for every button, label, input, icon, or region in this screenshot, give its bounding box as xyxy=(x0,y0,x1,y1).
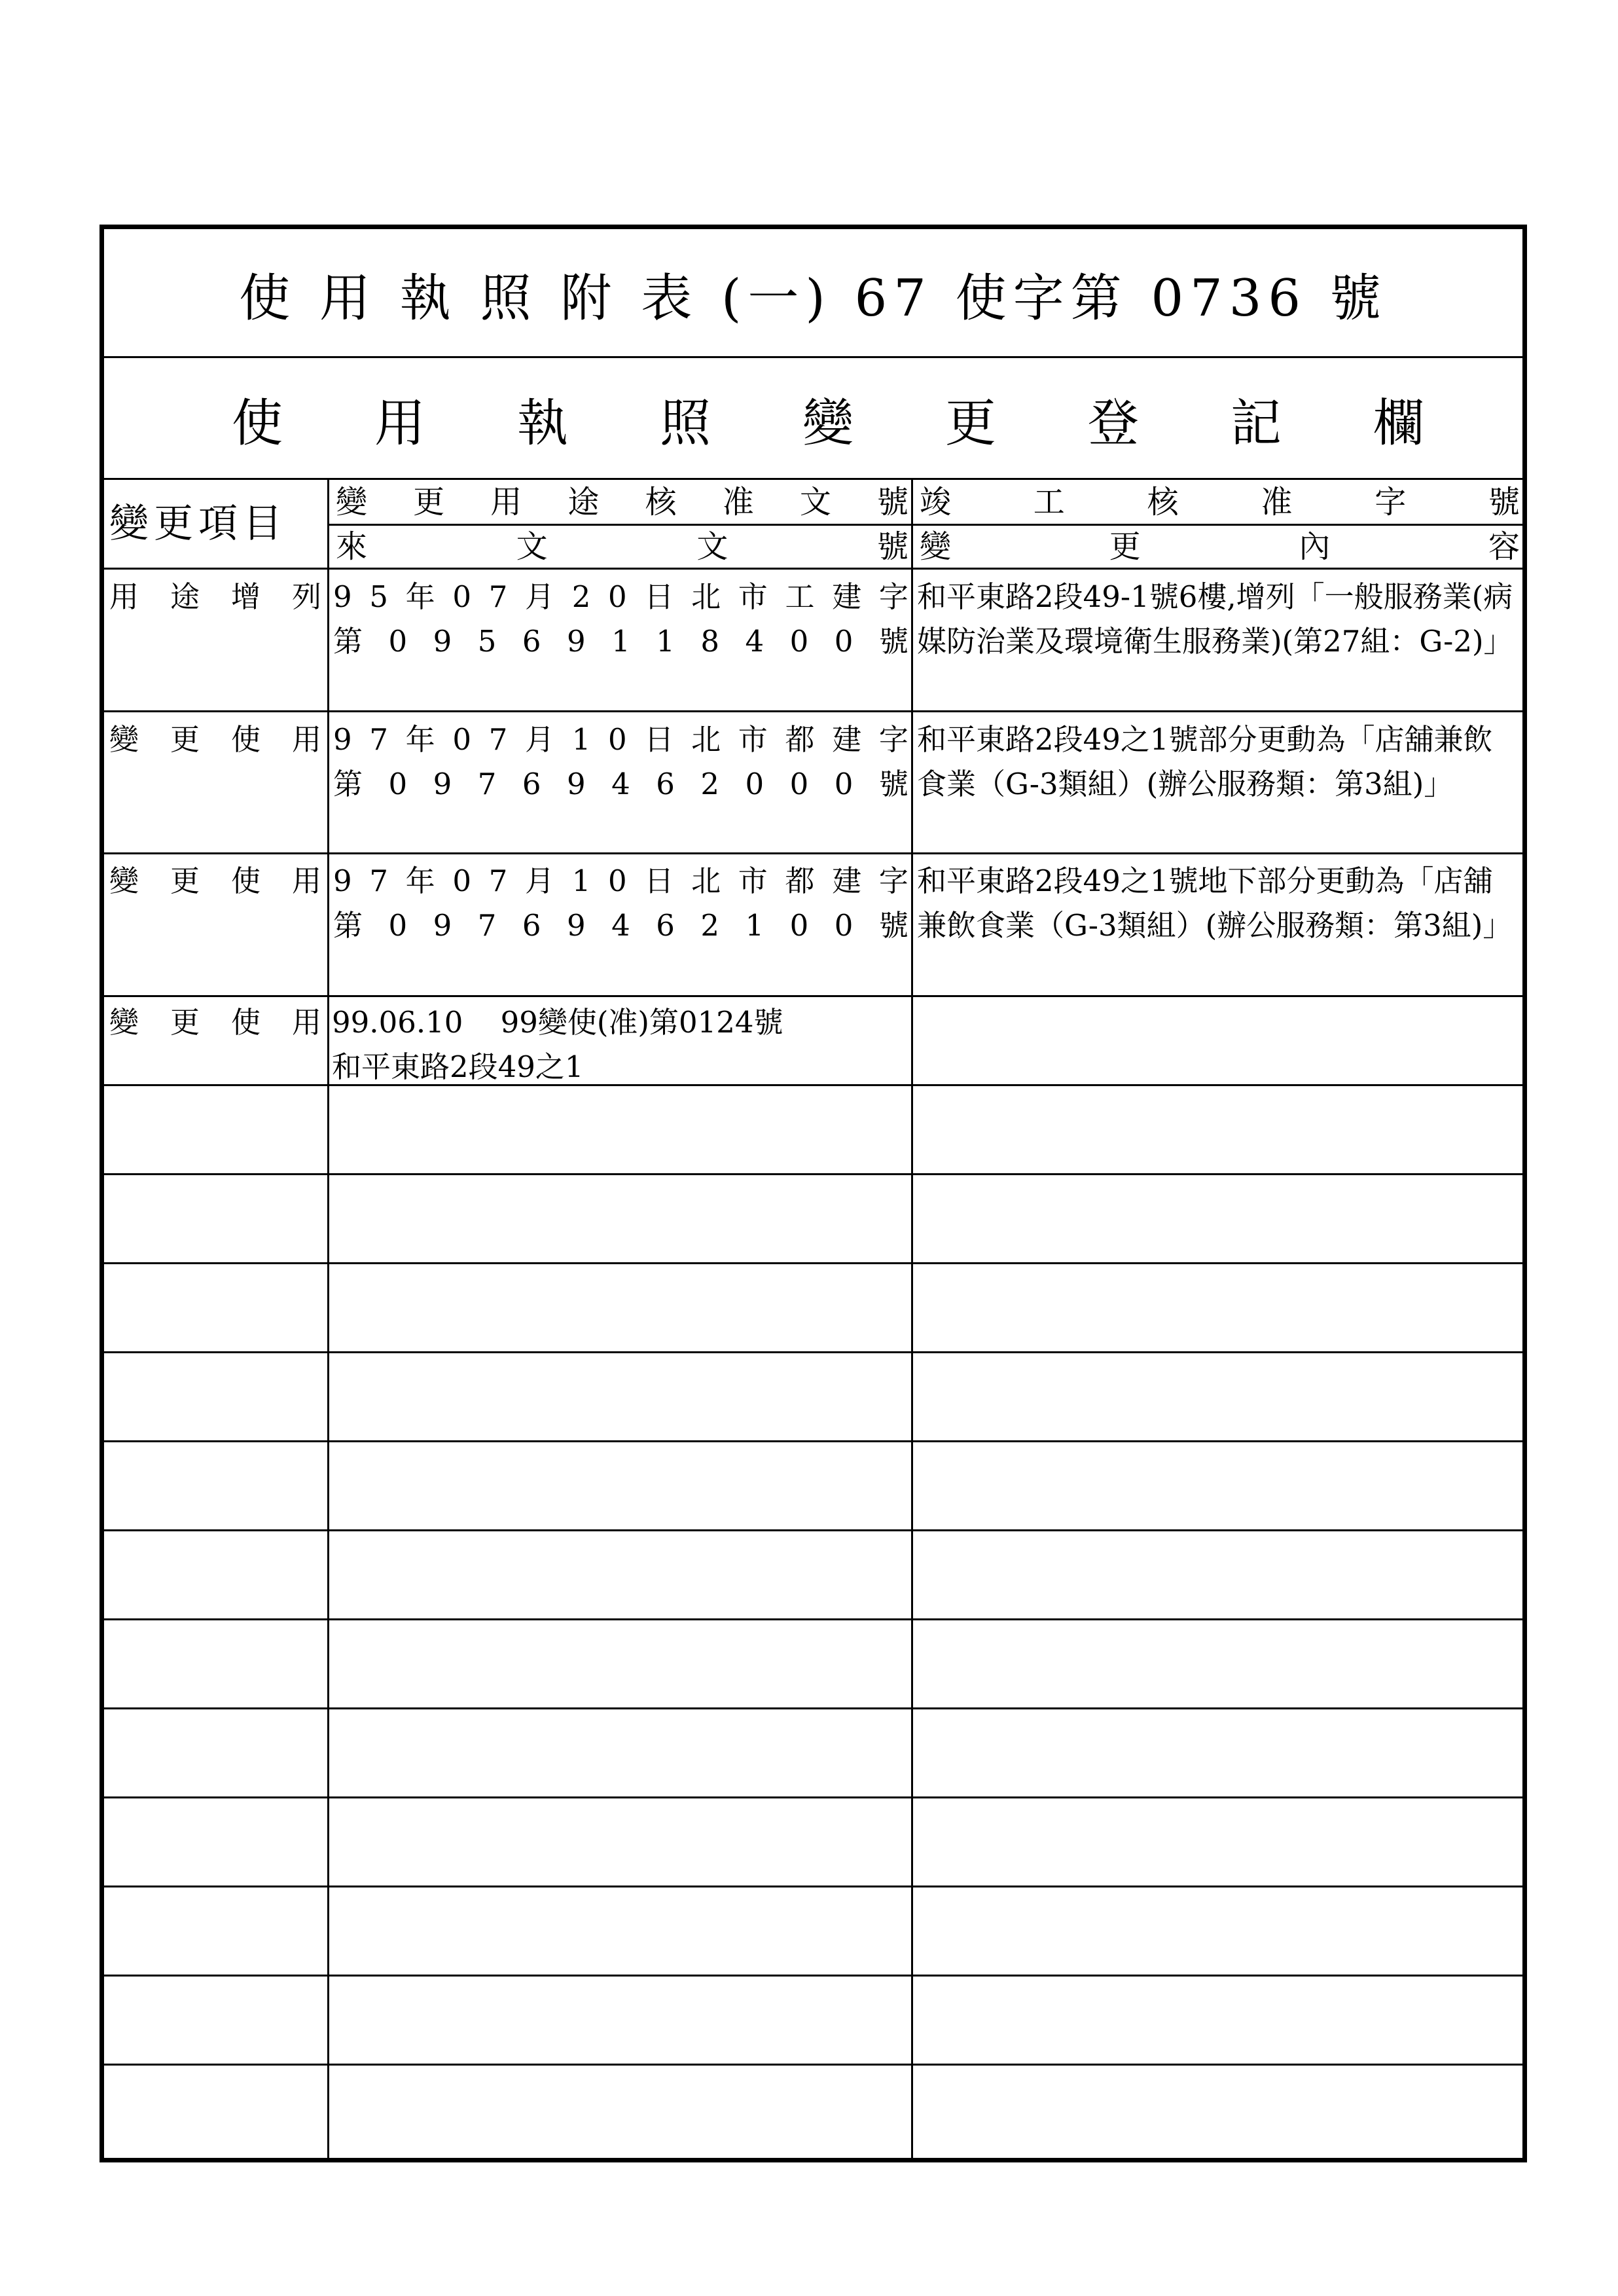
empty-row-rule xyxy=(104,1173,1522,1175)
title-char: 執 xyxy=(516,394,568,453)
header-change-item: 變更項目 xyxy=(109,501,287,547)
row-2-item: 變 更 使 用 xyxy=(109,722,321,757)
empty-row-rule xyxy=(104,1886,1522,1887)
row-4-content xyxy=(916,1000,1521,1089)
empty-row-rule xyxy=(104,2064,1522,2066)
document-title: 使 用 執 照 附 表 (一) 67 使字第 0736 號 xyxy=(239,268,1388,328)
empty-row-rule xyxy=(104,1975,1522,1977)
empty-row-rule xyxy=(104,1707,1522,1709)
row-3-doc-line1: 9 7 年 0 7 月 1 0 日 北 市 都 建 字 xyxy=(333,864,908,898)
title-char: 照 xyxy=(659,394,711,453)
rule xyxy=(104,1084,1522,1086)
title-char: 變 xyxy=(802,394,854,453)
empty-row-rule xyxy=(104,1618,1522,1620)
title-char: 登 xyxy=(1087,394,1139,453)
title-char: 使 xyxy=(232,394,283,453)
row-1-content: 和平東路2段49-1號6樓,增列「一般服務業(病媒防治業及環境衛生服務業)(第27組：G-2)」 xyxy=(917,579,1513,659)
title-char: 更 xyxy=(944,394,996,453)
row-2-doc-line2: 第 0 9 7 6 9 4 6 2 0 0 0 號 xyxy=(333,767,908,801)
rule xyxy=(104,356,1522,358)
empty-row-rule xyxy=(104,1262,1522,1264)
header-incoming-doc-number: 來 文 文 號 xyxy=(336,528,908,565)
empty-row-rule xyxy=(104,1440,1522,1442)
row-2-content: 和平東路2段49之1號部分更動為「店舖兼飲食業（G-3類組）(辦公服務類：第3組)」 xyxy=(917,722,1493,801)
row-3-doc-line2: 第 0 9 7 6 9 4 6 2 1 0 0 號 xyxy=(333,908,908,943)
section-title xyxy=(104,360,1522,478)
row-3-item: 變 更 使 用 xyxy=(109,864,321,898)
usage-permit-annex-table xyxy=(99,225,1527,2162)
row-1-item: 用 途 增 列 xyxy=(109,579,321,614)
row-3-content: 和平東路2段49之1號地下部分更動為「店舖兼飲食業（G-3類組）(辦公服務類：第3組)」 xyxy=(917,864,1513,943)
row-1-doc-line2: 第 0 9 5 6 9 1 1 8 4 0 0 號 xyxy=(333,624,908,659)
rule xyxy=(104,852,1522,854)
title-char: 欄 xyxy=(1373,394,1424,453)
empty-row-rule xyxy=(104,1796,1522,1798)
row-2-doc-line1: 9 7 年 0 7 月 1 0 日 北 市 都 建 字 xyxy=(333,722,908,757)
column-divider xyxy=(911,478,913,2158)
empty-row-rule xyxy=(104,1529,1522,1531)
row-4-doc: 99.06.10 99變使(准)第0124號 和平東路2段49之1 xyxy=(332,1005,783,1084)
header-approval-number: 變 更 用 途 核 准 文 號 xyxy=(336,483,908,520)
row-4-item: 變 更 使 用 xyxy=(109,1005,321,1040)
header-completion-number: 竣 工 核 准 字 號 xyxy=(920,483,1520,520)
title-char: 用 xyxy=(374,394,425,453)
header-change-content: 變 更 內 容 xyxy=(920,528,1520,565)
rule xyxy=(104,568,1522,570)
rule xyxy=(104,710,1522,712)
rule xyxy=(104,995,1522,997)
row-1-doc-line1: 9 5 年 0 7 月 2 0 日 北 市 工 建 字 xyxy=(333,579,908,614)
empty-row-rule xyxy=(104,1351,1522,1353)
title-char: 記 xyxy=(1230,394,1282,453)
